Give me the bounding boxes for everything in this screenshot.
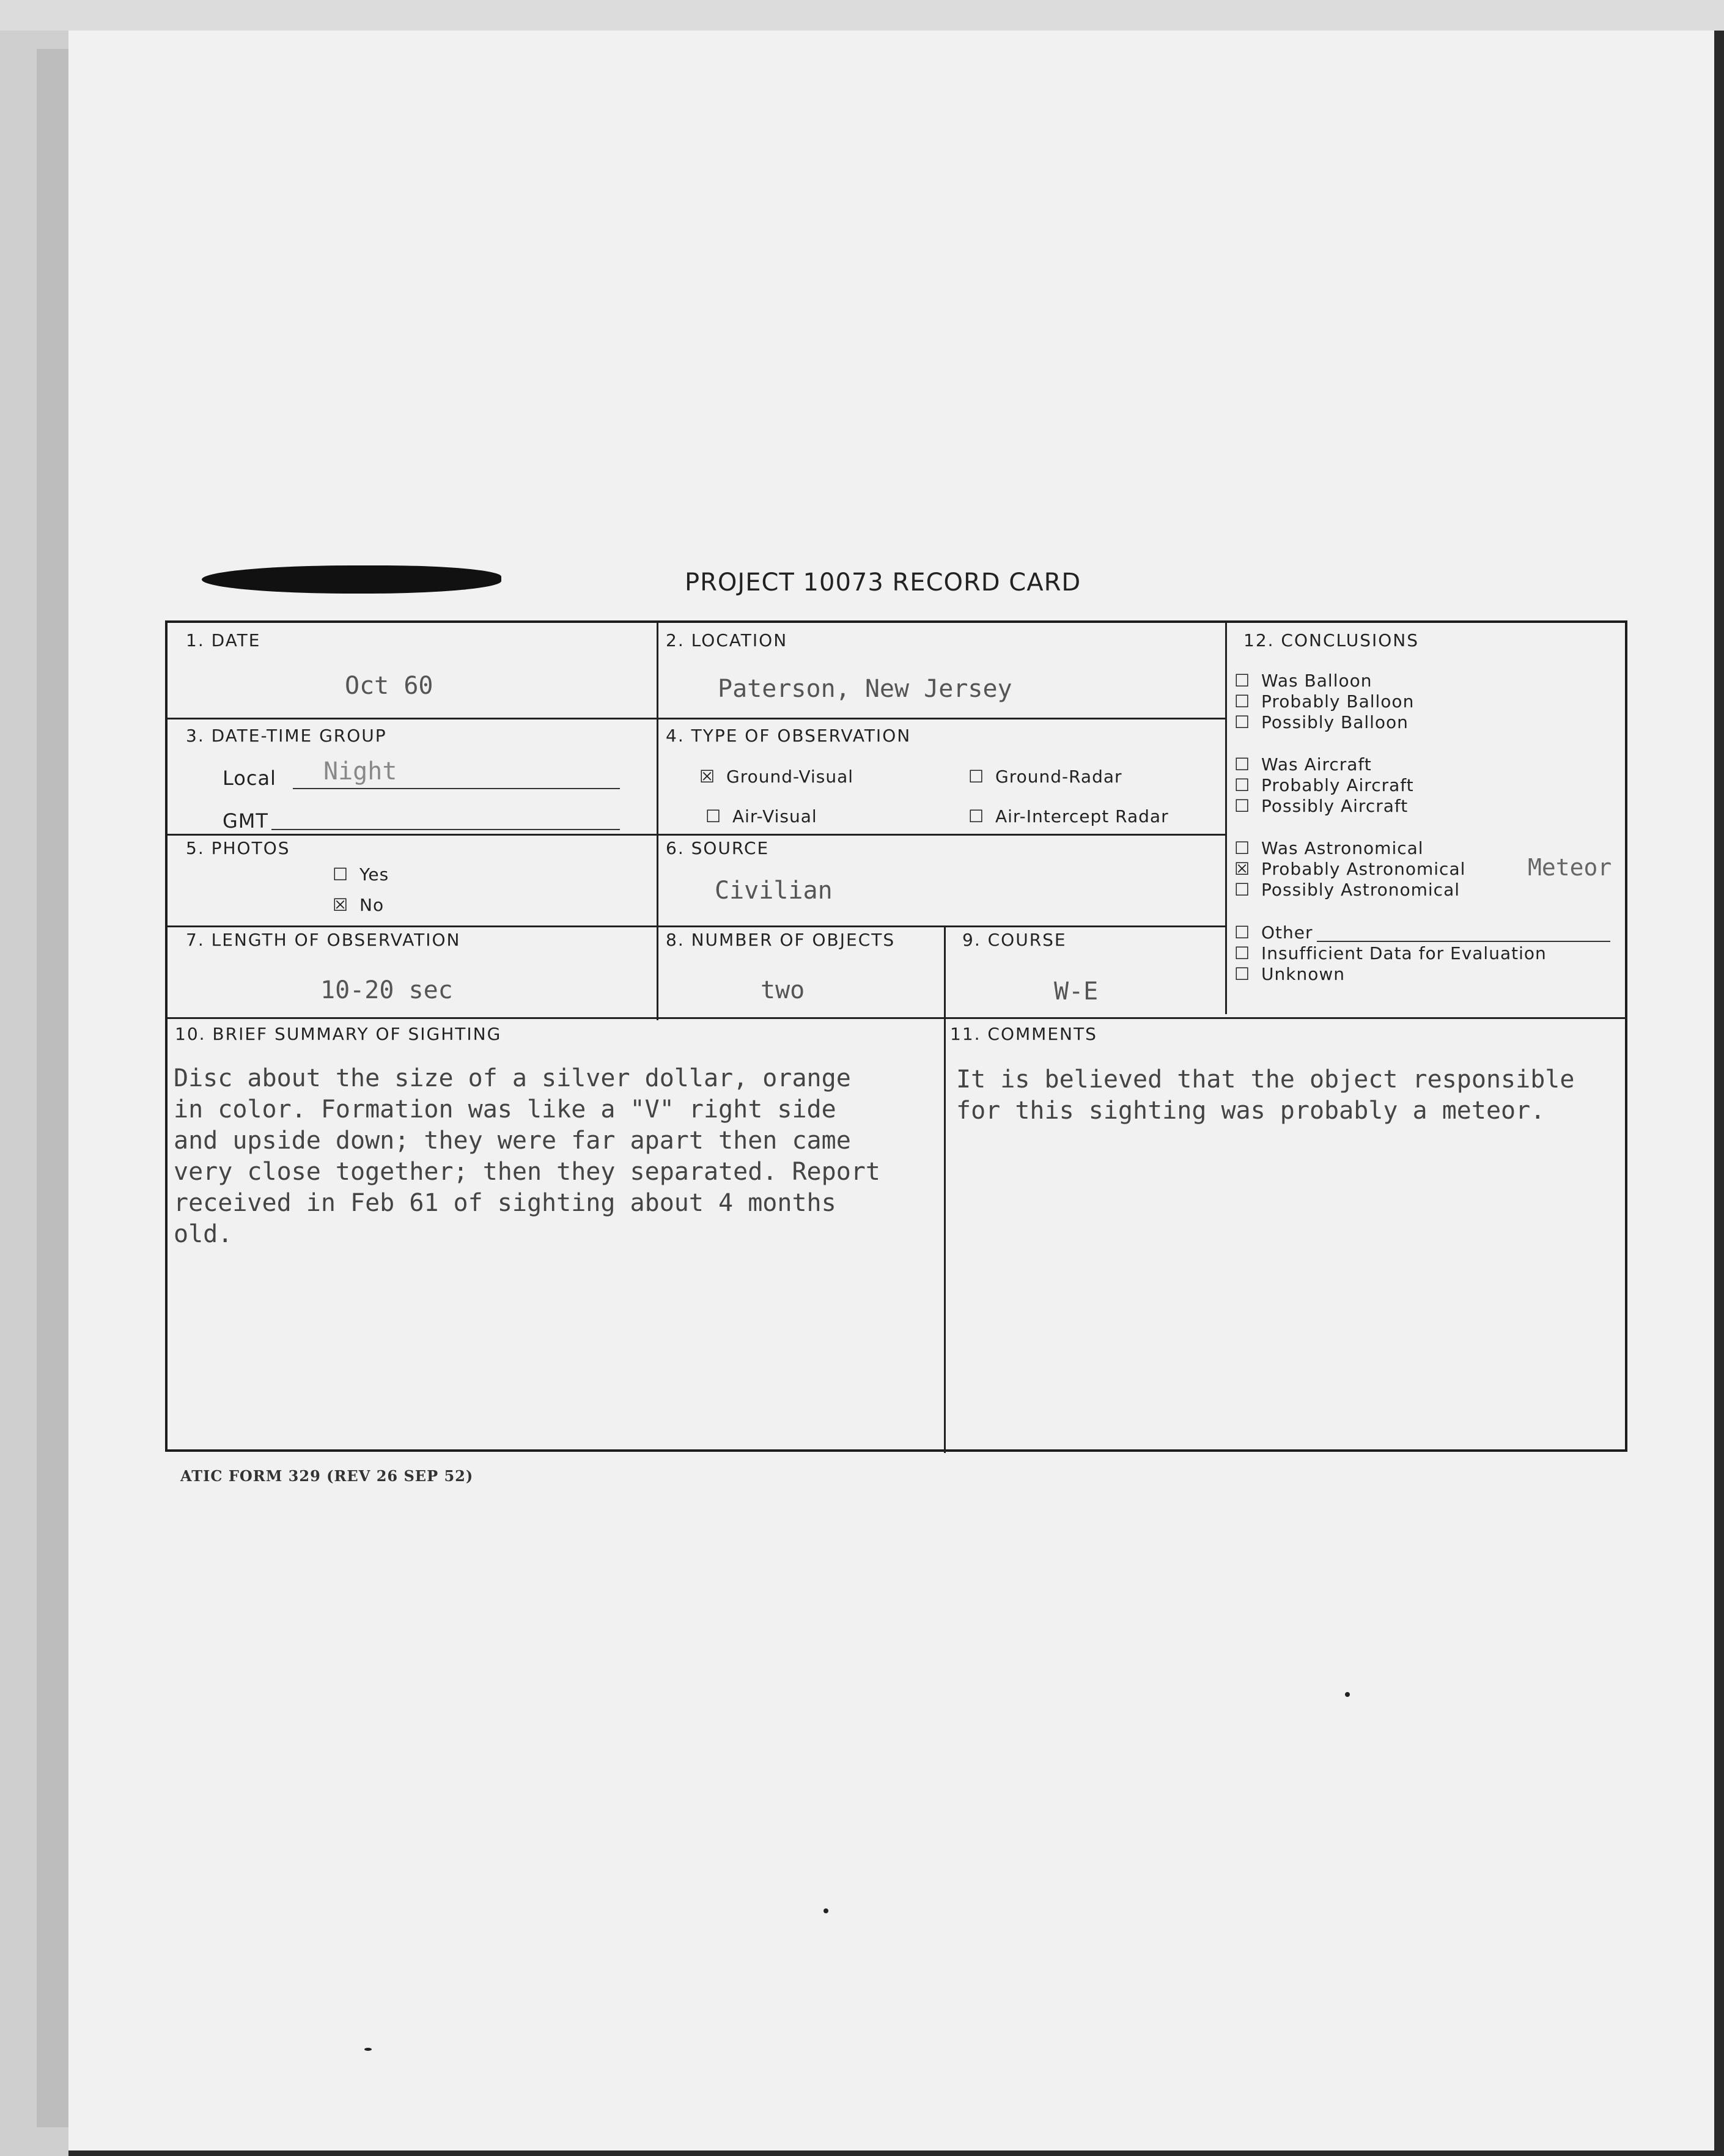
scan-speck [364,2048,372,2051]
observation-option-air-visual: ☐ Air-Visual [705,806,817,826]
location-label: 2. LOCATION [666,630,788,650]
checkbox-icon: ☐ [1234,964,1251,984]
summary-line: in color. Formation was like a "V" right side [174,1095,836,1124]
comment-line: for this sighting was probably a meteor. [956,1097,1545,1125]
checkbox-icon: ☐ [968,767,985,787]
checkbox-icon: ☐ [1234,691,1251,712]
photos-label: 5. PHOTOS [186,838,290,858]
checkbox-icon: ☐ [1234,712,1251,732]
checkbox-icon: ☐ [968,806,985,826]
scan-left-shade-inner [37,49,68,2127]
source-label: 6. SOURCE [666,838,770,858]
checkbox-icon: ☐ [333,864,349,885]
summary-line: very close together; then they separated. Report [174,1158,880,1186]
conclusion-was-balloon: ☐ Was Balloon [1234,671,1372,691]
checkbox-icon: ☐ [1234,754,1251,774]
date-time-group-label: 3. DATE-TIME GROUP [186,726,387,746]
conclusion-other: ☐ Other [1234,922,1313,943]
conclusion-probably-astronomical: ☒ Probably Astronomical [1234,859,1466,879]
scan-top-shade [0,0,1724,31]
local-underline [293,788,620,789]
course-label: 9. COURSE [962,930,1067,950]
conclusion-insufficient-data: ☐ Insufficient Data for Evaluation [1234,943,1547,963]
summary-line: Disc about the size of a silver dollar, orange [174,1064,851,1092]
other-underline [1317,941,1610,942]
checkbox-checked-icon: ☒ [333,895,349,915]
number-of-objects-value: two [761,976,805,1004]
conclusion-unknown: ☐ Unknown [1234,964,1345,984]
conclusion-probably-balloon: ☐ Probably Balloon [1234,691,1415,712]
checkbox-checked-icon: ☒ [1234,859,1251,879]
comments-label: 11. COMMENTS [950,1024,1097,1044]
record-card [165,620,1627,1452]
source-value: Civilian [715,877,833,905]
conclusion-probably-aircraft: ☐ Probably Aircraft [1234,775,1414,795]
location-value: Paterson, New Jersey [718,675,1012,703]
conclusion-was-aircraft: ☐ Was Aircraft [1234,754,1372,774]
course-value: W-E [1054,977,1099,1006]
observation-option-ground-visual: ☒ Ground-Visual [699,767,854,787]
checkbox-checked-icon: ☒ [699,767,716,787]
observation-option-ground-radar: ☐ Ground-Radar [968,767,1122,787]
divider-h-4 [168,1017,1627,1019]
local-value: Night [323,757,397,786]
astronomical-note: Meteor [1528,854,1612,881]
divider-v-2 [944,925,946,1020]
summary-line: and upside down; they were far apart then came [174,1127,851,1155]
gmt-label: GMT [223,809,268,833]
summary-line: old. [174,1220,233,1248]
number-of-objects-label: 8. NUMBER OF OBJECTS [666,930,896,950]
type-of-observation-label: 4. TYPE OF OBSERVATION [666,726,912,746]
summary-line: received in Feb 61 of sighting about 4 months [174,1189,836,1217]
checkbox-icon: ☐ [1234,838,1251,858]
divider-v-1 [657,623,658,1020]
divider-v-3 [944,1020,946,1453]
scan-speck [1345,1692,1350,1697]
length-of-observation-label: 7. LENGTH OF OBSERVATION [186,930,461,950]
checkbox-icon: ☐ [1234,796,1251,816]
checkbox-icon: ☐ [1234,775,1251,795]
photos-option-no: ☒ No [333,895,385,915]
date-value: Oct 60 [345,672,433,700]
conclusion-was-astronomical: ☐ Was Astronomical [1234,838,1424,858]
observation-option-air-intercept-radar: ☐ Air-Intercept Radar [968,806,1169,826]
photos-option-yes: ☐ Yes [333,864,389,885]
scan-speck [823,1908,828,1913]
conclusions-label: 12. CONCLUSIONS [1243,630,1420,650]
conclusion-possibly-astronomical: ☐ Possibly Astronomical [1234,880,1461,900]
brief-summary-text [174,1063,880,1250]
gmt-underline [271,829,620,830]
checkbox-icon: ☐ [705,806,722,826]
checkbox-icon: ☐ [1234,671,1251,691]
divider-h-1 [168,718,1226,719]
form-footer: ATIC FORM 329 (REV 26 SEP 52) [180,1467,474,1485]
divider-v-4 [1225,623,1227,1014]
brief-summary-label: 10. BRIEF SUMMARY OF SIGHTING [175,1024,502,1044]
local-label: Local [223,767,276,790]
date-label: 1. DATE [186,630,261,650]
card-title: PROJECT 10073 RECORD CARD [685,568,1081,597]
checkbox-icon: ☐ [1234,922,1251,943]
length-of-observation-value: 10-20 sec [320,976,453,1004]
redaction-mark [202,565,501,594]
comments-text [956,1064,1574,1127]
checkbox-icon: ☐ [1234,880,1251,900]
divider-h-3 [168,925,1226,927]
comment-line: It is believed that the object responsible [956,1065,1575,1094]
conclusion-possibly-balloon: ☐ Possibly Balloon [1234,712,1409,732]
conclusion-possibly-aircraft: ☐ Possibly Aircraft [1234,796,1409,816]
divider-h-2 [168,834,1226,836]
checkbox-icon: ☐ [1234,943,1251,963]
